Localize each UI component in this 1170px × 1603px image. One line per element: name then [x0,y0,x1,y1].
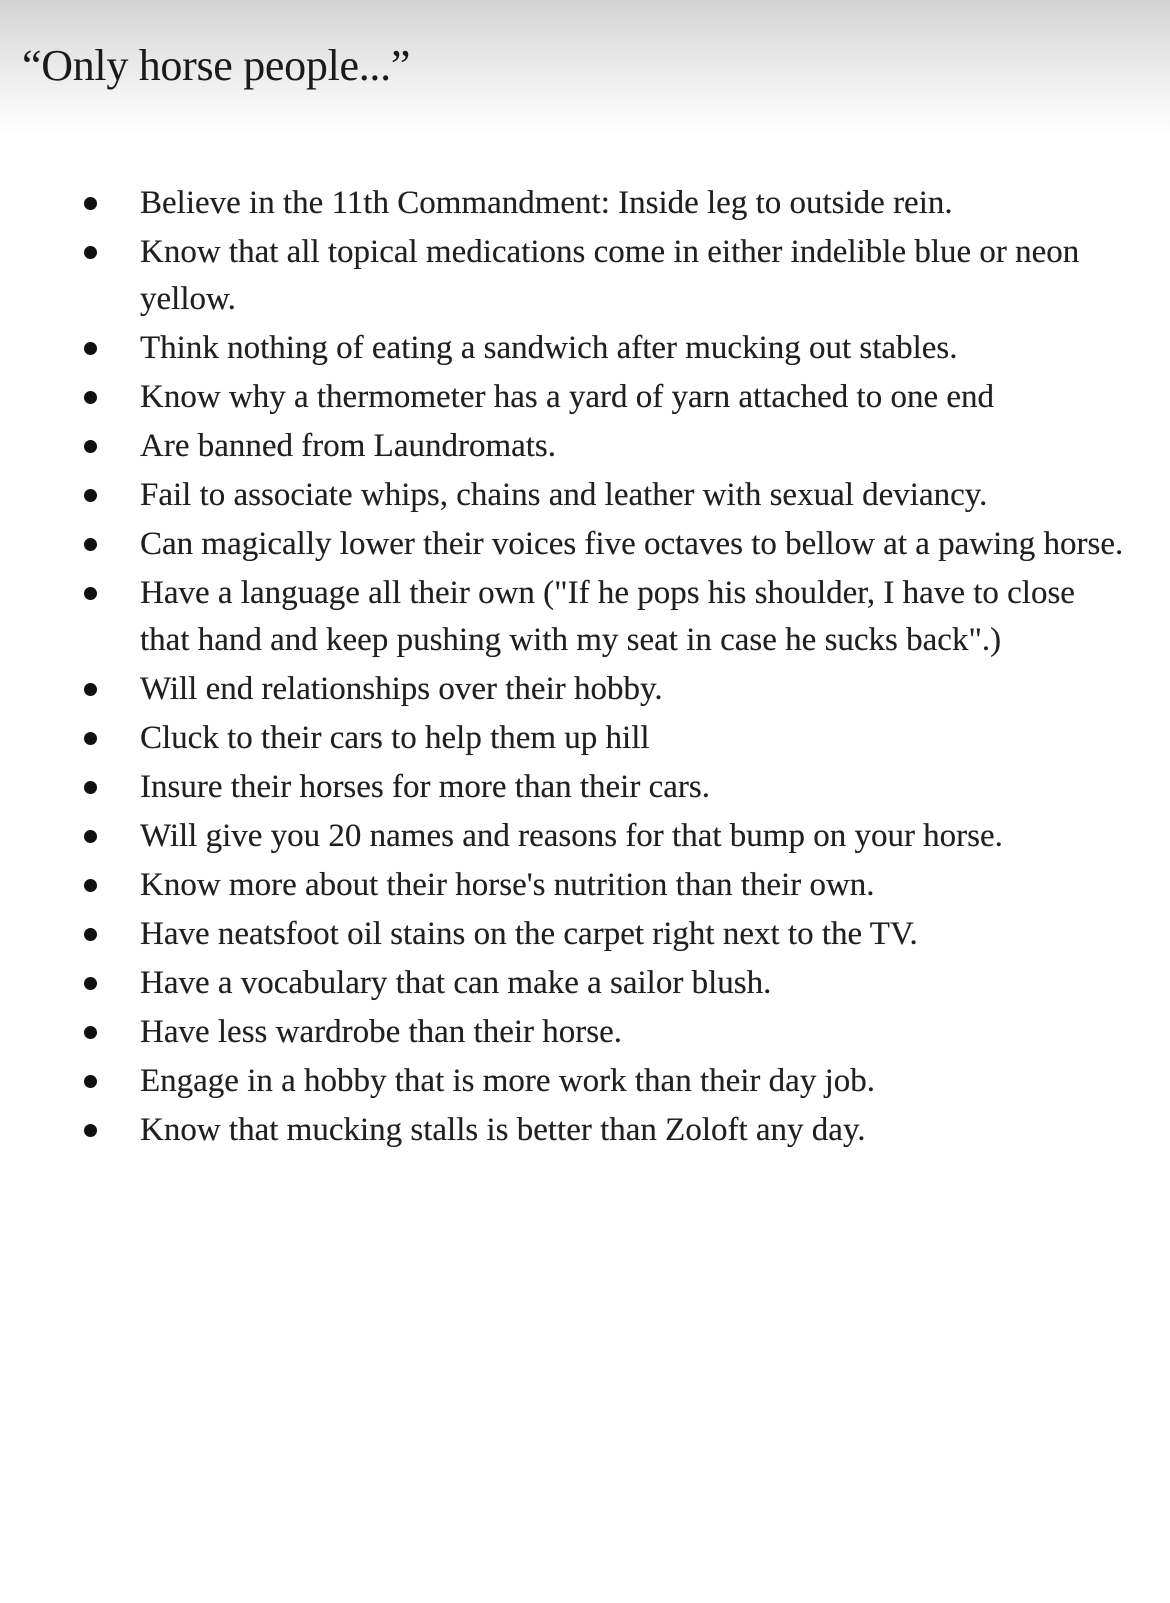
bullet-icon [84,440,97,453]
list-item-text: Have less wardrobe than their horse. [140,1014,622,1050]
list-item-text: Believe in the 11th Commandment: Inside leg to outside rein. [140,185,953,221]
bullet-icon [84,928,97,941]
bullet-icon [84,1075,97,1088]
list-item [0,1058,1170,1105]
bullet-icon [84,683,97,696]
bullet-icon [84,1124,97,1137]
list-item [0,521,1170,568]
list-item-text: Know more about their horse's nutrition than their own. [140,867,875,903]
list-item [0,229,1170,323]
bullet-icon [84,830,97,843]
bullet-icon [84,732,97,745]
list-item [0,715,1170,762]
list-item-text: Think nothing of eating a sandwich after mucking out stables. [140,330,958,366]
list-item [0,570,1170,664]
bullet-icon [84,197,97,210]
bullet-icon [84,879,97,892]
list-item-text: Have neatsfoot oil stains on the carpet right next to the TV. [140,916,918,952]
list-item-text: Know why a thermometer has a yard of yarn attached to one end [140,379,995,415]
list-item [0,1009,1170,1056]
list-item-text: Cluck to their cars to help them up hill [140,720,650,756]
list-item [0,862,1170,909]
list-item-text: Fail to associate whips, chains and leather with sexual deviancy. [140,477,988,513]
bullet-icon [84,489,97,502]
bullet-icon [84,246,97,259]
list-item [0,325,1170,372]
list-item-text: Insure their horses for more than their cars. [140,769,710,805]
list-item-text: Know that mucking stalls is better than Zoloft any day. [140,1112,866,1148]
bullet-icon [84,538,97,551]
list-item [0,911,1170,958]
list-item-text: Have a language all their own ("If he pops his shoulder, I have to close that hand and keep pushing with my seat in case he sucks back".) [140,575,1075,658]
list-item-text: Will end relationships over their hobby. [140,671,663,707]
list-item [0,180,1170,227]
bullet-icon [84,1026,97,1039]
list-item [0,374,1170,421]
list-item [0,813,1170,860]
bullet-icon [84,587,97,600]
list-item [0,764,1170,811]
bullet-icon [84,781,97,794]
document-title: “Only horse people...” [22,41,411,90]
bullet-list [0,180,1170,1156]
bullet-icon [84,391,97,404]
bullet-icon [84,977,97,990]
list-item-text: Know that all topical medications come in either indelible blue or neon yellow. [140,234,1080,317]
list-item [0,666,1170,713]
list-item [0,423,1170,470]
list-item [0,1107,1170,1154]
bullet-icon [84,342,97,355]
list-item-text: Will give you 20 names and reasons for that bump on your horse. [140,818,1003,854]
list-item-text: Have a vocabulary that can make a sailor blush. [140,965,772,1001]
list-item-text: Can magically lower their voices five octaves to bellow at a pawing horse. [140,526,1124,562]
list-item-text: Engage in a hobby that is more work than their day job. [140,1063,875,1099]
list-item [0,960,1170,1007]
list-item [0,472,1170,519]
list-item-text: Are banned from Laundromats. [140,428,557,464]
